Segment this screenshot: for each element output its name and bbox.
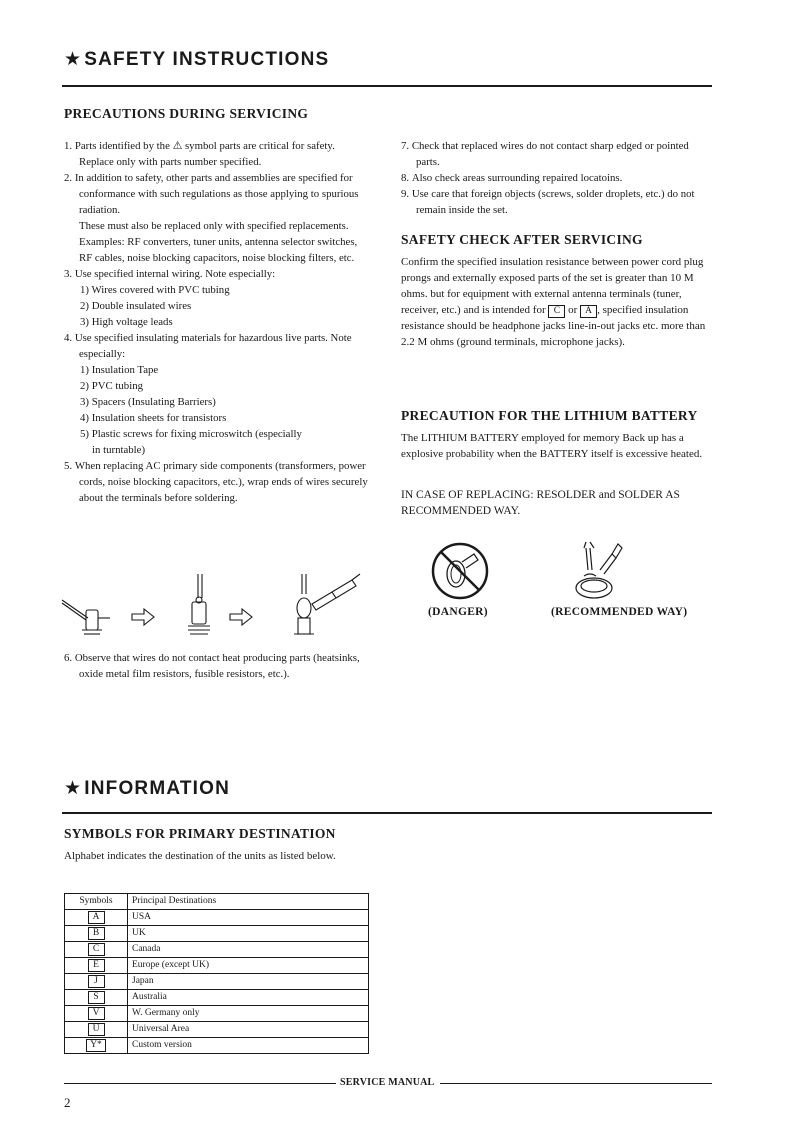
information-title-text: INFORMATION (84, 778, 231, 799)
symbol-box: S (88, 991, 105, 1004)
list-item-5: 5. When replacing AC primary side components (transformers, power cords, noise blocking capacitors, etc.), wrap ends of wires securely about the terminals before soldering. (64, 460, 368, 504)
symbol-box: J (88, 975, 105, 988)
left-column (64, 138, 370, 506)
terminal-stage-3 (294, 574, 360, 634)
recommended-soldering-icon (560, 540, 630, 604)
symbol-box-c: C (548, 305, 565, 318)
information-rule (62, 812, 712, 814)
table-row (65, 1038, 369, 1054)
sub-item: 2) PVC tubing (80, 380, 143, 392)
danger-prohibited-icon (428, 540, 492, 602)
list-item-3: 3. Use specified internal wiring. Note especially: (64, 268, 276, 280)
symbol-box: U (88, 1023, 105, 1036)
symbol-box: V (88, 1007, 105, 1020)
destination-cell: Europe (except UK) (128, 958, 369, 974)
lithium-replace-note: IN CASE OF REPLACING: RESOLDER and SOLDER AS RECOMMENDED WAY. (401, 489, 680, 517)
symbol-box: A (88, 911, 105, 924)
right-column (401, 138, 711, 218)
list-item-7: 7. Check that replaced wires do not contact sharp edged or pointed parts. (401, 140, 689, 168)
sub-item: 5) Plastic screws for fixing microswitch (especially (80, 428, 302, 440)
table-row (65, 942, 369, 958)
list-item-2-examples: Examples: RF converters, tuner units, antenna selector switches, RF cables, noise blocking capacitors, noise blocking filters, etc. (79, 236, 358, 264)
left-column-bottom (64, 650, 370, 682)
warning-triangle-icon: ⚠ (172, 140, 183, 152)
destination-cell: Japan (128, 974, 369, 990)
recommended-caption: (RECOMMENDED WAY) (551, 606, 688, 618)
sub-item: 3) Spacers (Insulating Barriers) (80, 396, 216, 408)
list-item-2-note: These must also be replaced only with specified replacements. (79, 220, 349, 232)
table-header-row (65, 894, 369, 910)
sub-item: 4) Insulation sheets for transistors (80, 412, 227, 424)
title-rule (62, 85, 712, 87)
table-row (65, 990, 369, 1006)
symbol-box: B (88, 927, 105, 940)
symbol-box: C (88, 943, 105, 956)
destination-cell: USA (128, 910, 369, 926)
destination-cell: Australia (128, 990, 369, 1006)
footer-rule-right (440, 1083, 712, 1084)
sub-item: 1) Wires covered with PVC tubing (80, 284, 230, 296)
list-item-4: 4. Use specified insulating materials for hazardous live parts. Note especially: (64, 332, 352, 360)
footer-label: SERVICE MANUAL (340, 1077, 435, 1088)
lithium-title: PRECAUTION FOR THE LITHIUM BATTERY (401, 408, 698, 423)
sub-item: 1) Insulation Tape (80, 364, 159, 376)
precautions-title: PRECAUTIONS DURING SERVICING (64, 106, 309, 121)
column-header: Symbols (65, 894, 128, 910)
safety-check-title: SAFETY CHECK AFTER SERVICING (401, 232, 643, 247)
star-icon: ★ (64, 778, 83, 799)
list-item-8: 8. Also check areas surrounding repaired locatoins. (401, 172, 623, 184)
table-row (65, 974, 369, 990)
terminal-stage-2 (188, 574, 210, 634)
symbol-box: E (88, 959, 105, 972)
footer-rule-left (64, 1083, 336, 1084)
destination-cell: UK (128, 926, 369, 942)
arrow-icon (132, 609, 154, 625)
arrow-icon (230, 609, 252, 625)
sub-item-continuation: in turntable) (92, 444, 146, 456)
information-title (64, 777, 230, 800)
list-item-2: 2. In addition to safety, other parts and assemblies are specified for conformance with such regulations as those applying to spurious radiation. (64, 172, 359, 216)
wire-wrapping-illustration (60, 570, 380, 642)
destination-cell: Custom version (128, 1038, 369, 1054)
page-title (64, 48, 329, 71)
destination-table (64, 893, 369, 1054)
list-item-1: 1. Parts identified by the ⚠ symbol parts are critical for safety. Replace only with parts number specified. (64, 140, 335, 168)
table-row (65, 1022, 369, 1038)
page-number: 2 (64, 1095, 71, 1110)
symbols-text: Alphabet indicates the destination of the units as listed below. (64, 850, 336, 862)
table-row (65, 1006, 369, 1022)
danger-caption: (DANGER) (428, 606, 488, 618)
sub-item: 3) High voltage leads (80, 316, 173, 328)
terminal-stage-1 (62, 600, 110, 634)
table-row (65, 958, 369, 974)
destination-cell: Canada (128, 942, 369, 958)
symbol-box-a: A (580, 305, 597, 318)
column-header: Principal Destinations (128, 894, 369, 910)
symbol-box: Y* (86, 1039, 106, 1052)
table-row (65, 910, 369, 926)
sub-item: 2) Double insulated wires (80, 300, 192, 312)
symbols-title: SYMBOLS FOR PRIMARY DESTINATION (64, 826, 336, 841)
safety-check-text: Confirm the specified insulation resistance between power cord plug prongs and externally exposed parts of the set is greater than 10 M ohms. but for equipment with external antenna terminals (tuner, receiver, etc.) and is intended for C or A , specified insulation resistance should be headphone jacks line-in-out jacks etc. more than 2.2 M ohms (ground terminals, microphone jacks). (401, 256, 706, 348)
table-row (65, 926, 369, 942)
list-item-6: 6. Observe that wires do not contact heat producing parts (heatsinks, oxide metal film resistors, fusible resistors, etc.). (64, 652, 360, 680)
destination-cell: Universal Area (128, 1022, 369, 1038)
lithium-text: The LITHIUM BATTERY employed for memory Back up has a explosive probability when the BATTERY itself is excessive heated. (401, 432, 703, 460)
destination-cell: W. Germany only (128, 1006, 369, 1022)
page-title-text: SAFETY INSTRUCTIONS (84, 49, 330, 70)
list-item-9: 9. Use care that foreign objects (screws, solder droplets, etc.) do not remain inside the set. (401, 188, 695, 216)
star-icon: ★ (64, 49, 83, 70)
